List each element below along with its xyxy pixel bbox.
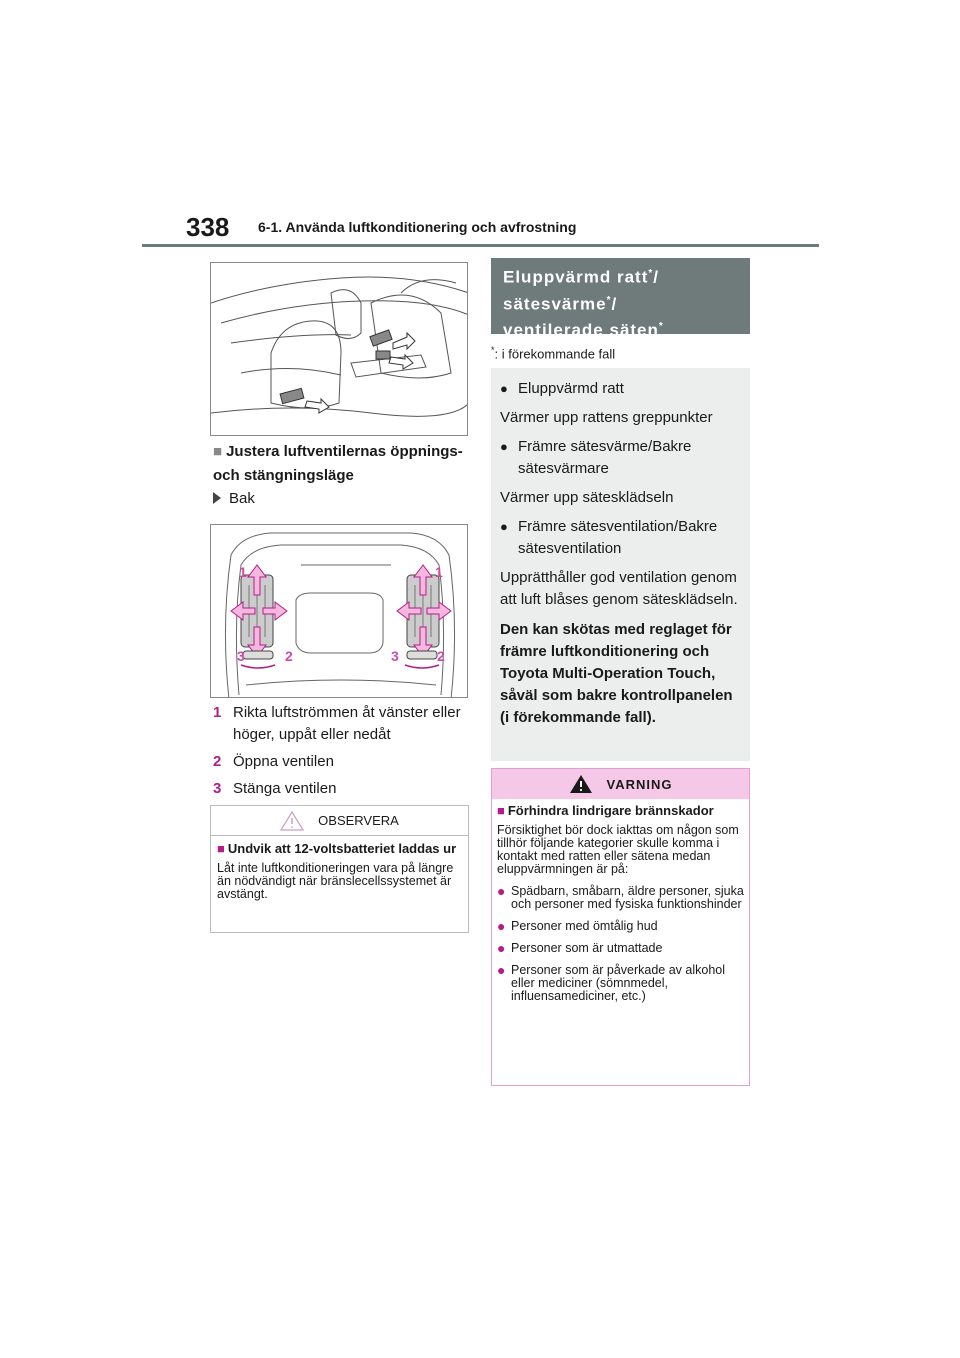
warning-triangle-icon: [569, 774, 593, 794]
observera-label: OBSERVERA: [318, 813, 399, 828]
triangle-bullet-icon: [213, 492, 221, 504]
feature-desc: Upprätthåller god ventilation genom att luft blåses genom sätesklädseln.: [500, 569, 738, 608]
list-item: ● Personer som är utmattade: [497, 940, 663, 956]
bullet-dot-icon: ●: [497, 918, 506, 934]
bullet-dot-icon: ●: [500, 519, 508, 534]
vent-label-1-left: 1: [239, 564, 247, 580]
step-number: 1: [213, 704, 222, 721]
feature-label: Främre sätesvärme/Bakre sätesvärmare: [518, 438, 692, 477]
rear-bullet: Bak: [213, 490, 255, 507]
features-info-box: [491, 368, 750, 761]
feature-label: Eluppvärmd ratt: [518, 380, 624, 397]
warning-title: ■ Förhindra lindrigare brännskador: [497, 803, 714, 818]
list-item: [213, 778, 473, 800]
square-bullet-icon: ■: [497, 803, 505, 818]
warning-box: [491, 768, 750, 1086]
bullet-dot-icon: ●: [497, 940, 506, 956]
feature-desc: Värmer upp rattens greppunkter: [500, 409, 713, 426]
warning-label: VARNING: [606, 776, 673, 792]
observera-body: [211, 836, 468, 901]
vent-label-3-left: 3: [237, 648, 245, 664]
observera-box: [210, 805, 469, 933]
square-bullet-icon: ■: [213, 443, 223, 460]
bullet-dot-icon: ●: [497, 962, 506, 978]
bullet-dot-icon: ●: [500, 439, 508, 454]
interior-drawing: [211, 263, 468, 436]
warning-text: Försiktighet bör dock iakttas om någon som tillhör följande kategorier skulle komma i kontakt med ratten eller sätena medan eluppvärmningen är på:: [497, 823, 739, 876]
vent-label-2-left: 2: [285, 648, 293, 664]
list-item: [500, 516, 741, 560]
observera-text: Låt inte luftkonditioneringen vara på längre än nödvändigt när bränslecellssystemet är avstängt.: [217, 861, 454, 901]
warning-header: [492, 769, 749, 799]
footnote: *: i förekommande fall: [491, 345, 616, 362]
interior-vents-illustration: [210, 262, 468, 436]
warning-body: [492, 799, 749, 1007]
step-number: 3: [213, 780, 222, 797]
bullet-dot-icon: ●: [500, 381, 508, 396]
header-divider: [142, 244, 819, 247]
rear-vents-illustration: [210, 524, 468, 698]
feature-desc: Värmer upp sätesklädseln: [500, 489, 674, 506]
square-bullet-icon: ■: [217, 841, 225, 856]
rear-vents-drawing: [211, 525, 468, 698]
vent-label-1-right: 1: [435, 564, 443, 580]
observera-title: ■ Undvik att 12-voltsbatteriet laddas ur: [217, 841, 457, 856]
step-text: Stänga ventilen: [233, 780, 337, 797]
operation-note: Den kan skötas med reglaget för främre luftkonditionering och Toyota Multi-Operation Touch, såväl som bakre kontrollpanelen (i förekommande fall).: [500, 621, 733, 726]
vent-adjust-subheading: ■ Justera luftventilernas öppnings- och stängningsläge: [213, 443, 463, 484]
step-number: 2: [213, 753, 222, 770]
list-item: ● Personer med ömtålig hud: [497, 918, 658, 934]
list-item: [213, 702, 473, 746]
list-item: ● Spädbarn, småbarn, äldre personer, sjuka och personer med fysiska funktionshinder: [497, 883, 744, 911]
page-number: 338: [186, 212, 230, 242]
step-text: Öppna ventilen: [233, 753, 334, 770]
list-item: [500, 378, 741, 400]
feature-label: Främre sätesventilation/Bakre sätesventilation: [518, 518, 718, 557]
list-item: [213, 751, 473, 773]
step-text: Rikta luftströmmen åt vänster eller höger, uppåt eller nedåt: [233, 704, 461, 743]
caution-triangle-icon: [280, 811, 304, 831]
vent-label-3-right: 3: [391, 648, 399, 664]
list-item: ● Personer som är påverkade av alkohol eller mediciner (sömnmedel, influensamediciner, etc.): [497, 962, 726, 1003]
vent-label-2-right: 2: [437, 648, 445, 664]
section-heading: Eluppvärmd ratt*/ sätesvärme*/ ventilerade säten*: [491, 258, 750, 334]
list-item: [500, 436, 741, 480]
bullet-dot-icon: ●: [497, 883, 506, 899]
vent-steps-list: [213, 702, 473, 805]
chapter-title: 6-1. Använda luftkonditionering och avfrostning: [258, 219, 577, 235]
observera-header: [211, 806, 468, 836]
